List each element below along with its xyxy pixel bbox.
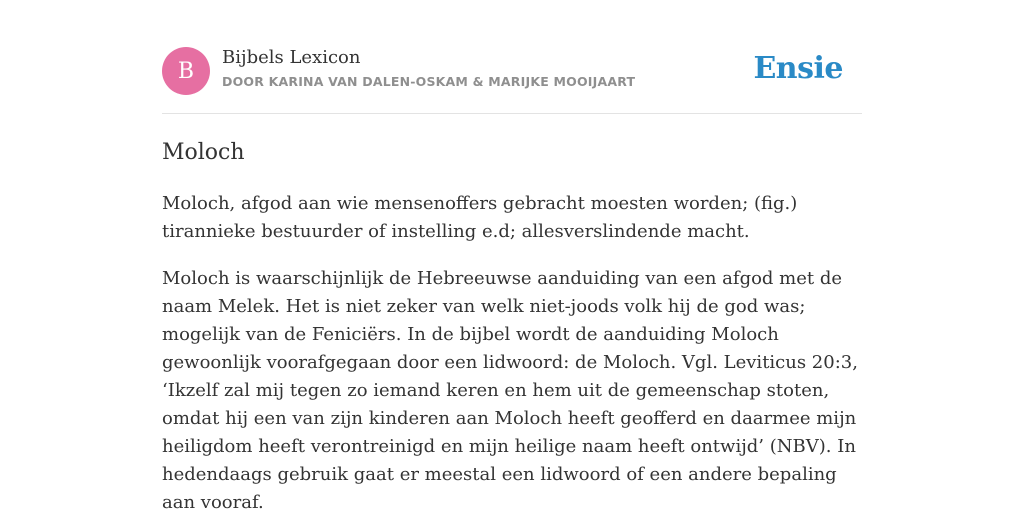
entry-header	[162, 46, 862, 96]
header-divider	[162, 113, 862, 114]
entry-body	[162, 190, 862, 512]
entry-title: Moloch	[162, 140, 245, 165]
explanation-paragraph: Moloch is waarschijnlijk de Hebreeuwse aanduiding van een afgod met de naam Melek. Het is niet zeker van welk niet-joods volk hij de god was; mogelijk van de Feniciërs. In de bijbel wordt de aanduiding Moloch gewoonlijk voorafgegaan door een lidwoord: de Moloch. Vgl. Leviticus 20:3, ‘Ikzelf zal mij tegen zo iemand keren en hem uit de gemeenschap stoten, omdat hij een van zijn kinderen aan Moloch heeft geofferd en daarmee mijn heiligdom heeft verontreinigd en mijn heilige naam heeft ontwijd’ (NBV). In hedendaags gebruik gaat er meestal een lidwoord of een andere bepaling aan vooraf.	[162, 268, 858, 512]
ensie-logo[interactable]: Ensie	[753, 51, 843, 86]
source-title[interactable]: Bijbels Lexicon	[222, 47, 361, 68]
definition-paragraph: Moloch, afgod aan wie mensenoffers gebracht moesten worden; (fig.) tirannieke bestuurder of instelling e.d; allesverslindende macht.	[162, 193, 798, 242]
source-authors: DOOR KARINA VAN DALEN-OSKAM & MARIJKE MOOIJAART	[222, 74, 636, 89]
source-info	[222, 46, 635, 91]
source-avatar[interactable]: B	[162, 47, 210, 95]
entry-card	[162, 46, 862, 512]
